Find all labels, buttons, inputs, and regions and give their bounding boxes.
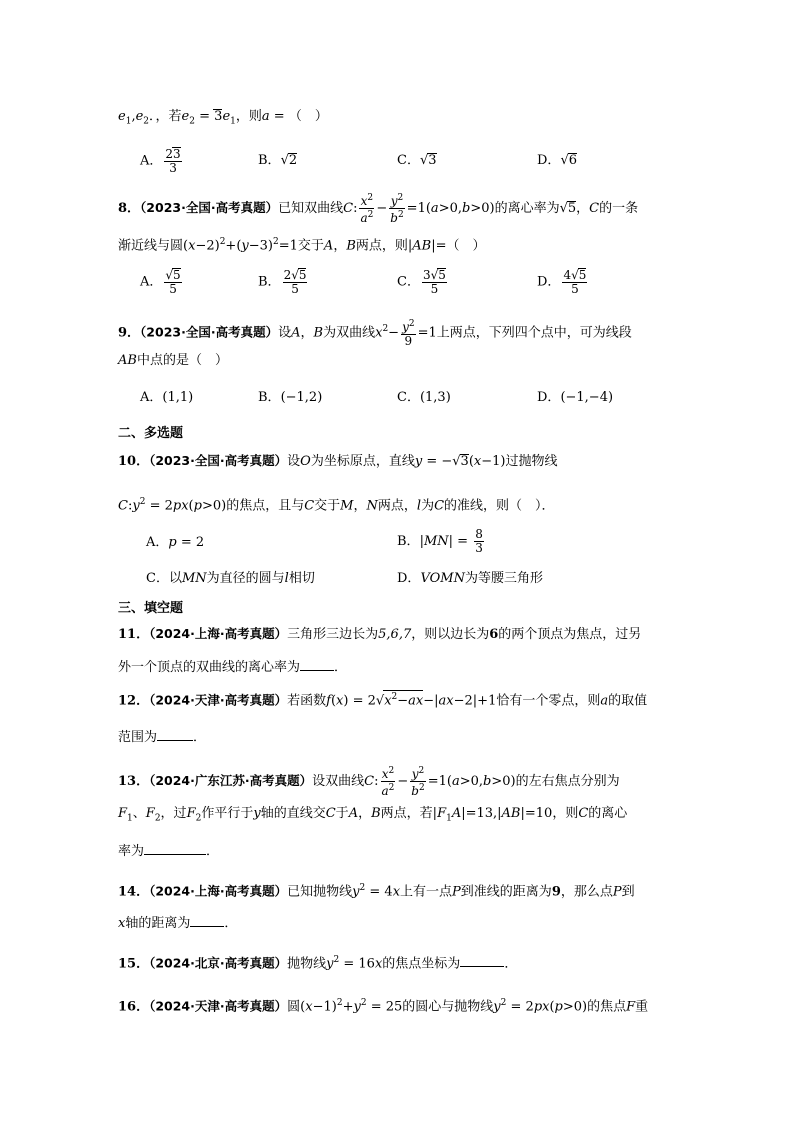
question-12: 12．（2024·天津·高考真题）若函数$f(x) = 2√x^2-ax-|ax-2|+1$恰有一个零点，则a的取值 [118, 692, 648, 709]
q9-option-d: D．(−1,−4) [537, 390, 614, 405]
question-9: 9．（2023·全国·高考真题）设A，B为双曲线$x^2-$ $\frac{y^2}{9}$ =1上两点，下列四个点中，可为线段 [118, 319, 632, 348]
answer-blank[interactable] [144, 842, 206, 855]
q8-option-c: C． $\frac{3√5}{5}$ [397, 268, 446, 296]
answer-blank[interactable] [157, 728, 193, 741]
q7-option-d: D．√6 [537, 153, 578, 168]
q10-option-c: C．以MN为直径的圆与l相切 [146, 571, 315, 586]
question-14-line2: x轴的距离为 ． [118, 916, 238, 931]
question-8: 8．（2023·全国·高考真题）已知双曲线C: $\frac{x^2}{a^2}$ − $\frac{y^2}{b^2}$ =1(a>0,b>0)的离心率为√5，C的一条 [118, 193, 639, 225]
question-10: 10．（2023·全国·高考真题）设O为坐标原点，直线y = −√3(x−1)过抛物线 [118, 453, 558, 469]
question-11: 11．（2024·上海·高考真题）三角形三边长为5,6,7，则以边长为6的两个顶点为焦点，过另 [118, 626, 642, 642]
question-13-line3: 率为 ． [118, 844, 220, 859]
q8-option-a: A． $\frac{√5}{5}$ [140, 268, 181, 296]
q7-continuation: $e_1,e_2$．，若$e_2 = 3e_1$，则a = （ ） [118, 109, 328, 127]
question-15: 15．（2024·北京·高考真题）抛物线$y^2 = 16x$的焦点坐标为 ． [118, 955, 518, 972]
q9-option-a: A．(1,1) [140, 390, 194, 405]
q10-option-a: A．p = 2 [146, 535, 205, 550]
q8-option-b: B． $\frac{2√5}{5}$ [258, 268, 307, 296]
question-9-line2: AB中点的是（ ） [118, 353, 228, 368]
q10-option-d: D．VOMN为等腰三角形 [397, 571, 543, 586]
question-13: 13．（2024·广东江苏·高考真题）设双曲线C: $\frac{x^2}{a^2}$ − $\frac{y^2}{b^2}$ =1(a>0,b>0)的左右焦点分别为 [118, 766, 620, 798]
answer-blank[interactable] [190, 914, 224, 927]
question-14: 14．（2024·上海·高考真题）已知抛物线$y^2 = 4x$上有一点P到准线的距离为9，那么点P到 [118, 883, 635, 900]
q8-option-d: D． $\frac{4√5}{5}$ [537, 268, 587, 296]
section-multiple-choice: 二、多选题 [118, 426, 184, 441]
question-8-line2: 渐近线与圆$(x-2)^2+(y-3)^2=1$交于A，B两点，则|AB|=（ ） [118, 237, 486, 254]
q7-option-a: A． $\frac{23}{3}$ [140, 147, 181, 175]
q7-option-b: B．√2 [258, 153, 298, 168]
answer-blank[interactable] [300, 658, 334, 671]
q10-option-b: B．|MN| = $\frac{8}{3}$ [397, 527, 483, 555]
question-11-line2: 外一个顶点的双曲线的离心率为 ． [118, 660, 348, 675]
question-12-line2: 范围为 ． [118, 730, 207, 745]
question-13-line2: $F_1$、$F_2$，过$F_2$作平行于y轴的直线交C于A，B两点，若$|F_1A|=13,|AB|=10$，则C的离心 [118, 806, 628, 824]
q7-option-c: C．√3 [397, 153, 437, 168]
answer-blank[interactable] [460, 954, 504, 967]
question-10-line2: $C:y^2 = 2px(p>0)$的焦点，且与C交于M，N两点，l为C的准线，则（ ）． [118, 497, 555, 514]
q9-option-b: B．(−1,2) [258, 390, 323, 405]
section-fill-in: 三、填空题 [118, 601, 184, 616]
q9-option-c: C．(1,3) [397, 390, 451, 405]
question-16: 16．（2024·天津·高考真题）圆$(x-1)^2+y^2 = 25$的圆心与抛物线$y^2 = 2px(p>0)$的焦点F重 [118, 998, 649, 1015]
